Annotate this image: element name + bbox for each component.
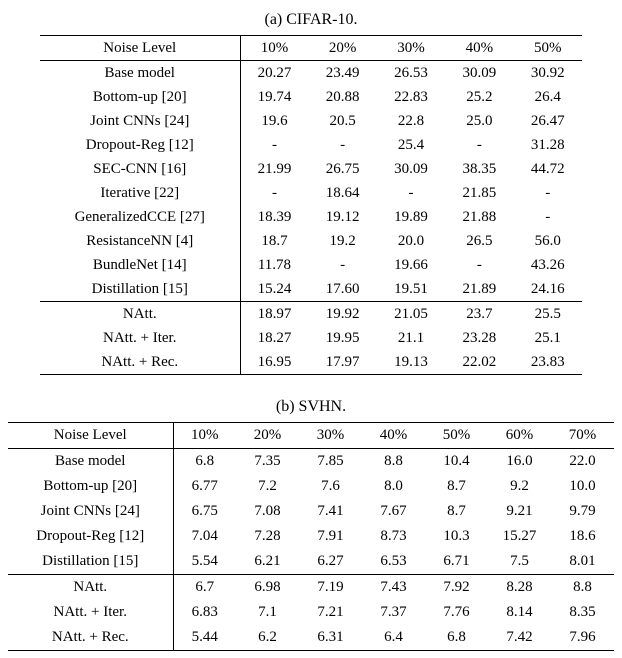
cell-value: 8.7 <box>447 503 466 519</box>
cell-value: 18.27 <box>257 330 292 346</box>
cell-value: 25.2 <box>466 89 493 105</box>
row-label: Bottom-up [20] <box>8 474 173 499</box>
cell-value: 19.2 <box>329 233 356 249</box>
column-header-noise-pct: 30% <box>397 40 425 56</box>
table-head <box>40 36 582 61</box>
row-label: NAtt. + Rec. <box>8 625 173 651</box>
table-row <box>40 277 582 302</box>
cell-value: 43.26 <box>530 257 565 273</box>
results-table-svhn <box>8 422 614 651</box>
cell-value: 7.85 <box>317 453 344 469</box>
row-label: Joint CNNs [24] <box>8 499 173 524</box>
header-row <box>8 423 614 449</box>
cell-value: 26.5 <box>466 233 493 249</box>
cell-value: 8.7 <box>447 478 466 494</box>
row-label: NAtt. + Iter. <box>40 326 240 350</box>
table-row <box>8 549 614 575</box>
table-row <box>40 133 582 157</box>
cell-value: 23.83 <box>530 354 565 370</box>
cell-value: 19.92 <box>325 306 360 322</box>
cell-value: 21.05 <box>394 306 428 322</box>
table-row <box>8 575 614 601</box>
row-label: BundleNet [14] <box>40 253 240 277</box>
results-table-cifar10 <box>40 35 582 375</box>
cell-value: 6.8 <box>447 629 466 645</box>
cell-value: 6.7 <box>195 579 215 595</box>
cell-value: 5.44 <box>191 629 218 645</box>
table-row <box>40 157 582 181</box>
cell-value: 22.8 <box>397 113 425 129</box>
cell-value: 30.09 <box>394 161 428 177</box>
cell-value: 7.5 <box>510 553 529 569</box>
table-head <box>8 423 614 449</box>
cell-value: 19.74 <box>257 89 292 105</box>
cell-value: 17.60 <box>325 281 360 297</box>
cell-value: 24.16 <box>530 281 565 297</box>
cell-value: - <box>340 257 346 273</box>
cell-value: 7.21 <box>317 604 344 620</box>
cell-value: 18.64 <box>325 185 360 201</box>
row-label: Dropout-Reg [12] <box>40 133 240 157</box>
table-body-baselines <box>8 449 614 575</box>
table-caption-cifar10: (a) CIFAR-10. <box>264 11 358 28</box>
cell-value: 6.8 <box>195 453 215 469</box>
table-row <box>40 61 582 86</box>
column-header-noise-level: Noise Level <box>8 423 173 449</box>
table-row <box>40 253 582 277</box>
table-row <box>8 499 614 524</box>
cell-value: 22.02 <box>462 354 497 370</box>
table-row <box>40 85 582 109</box>
table-caption-svhn: (b) SVHN. <box>275 398 347 415</box>
cell-value: 23.28 <box>462 330 497 346</box>
cell-value: 6.75 <box>191 503 218 519</box>
cell-value: 22.83 <box>394 89 428 105</box>
cell-value: 26.47 <box>530 113 565 129</box>
cell-value: 7.37 <box>380 604 407 620</box>
row-label: Distillation [15] <box>40 277 240 302</box>
table-row <box>40 350 582 375</box>
cell-value: - <box>476 137 482 153</box>
cell-value: 7.92 <box>443 579 470 595</box>
table-body-proposed-methods <box>40 302 582 375</box>
cell-value: 7.67 <box>380 503 407 519</box>
row-label: Joint CNNs [24] <box>40 109 240 133</box>
table-row <box>8 625 614 651</box>
cell-value: 7.28 <box>254 528 281 544</box>
cell-value: - <box>408 185 414 201</box>
header-row <box>40 36 582 61</box>
column-header-noise-pct: 10% <box>191 427 219 443</box>
cell-value: - <box>340 137 346 153</box>
cell-value: 7.91 <box>317 528 344 544</box>
cell-value: 7.96 <box>569 629 596 645</box>
row-label: Base model <box>8 449 173 475</box>
table-row <box>40 181 582 205</box>
column-header-noise-pct: 40% <box>379 427 408 443</box>
column-header-noise-pct: 60% <box>505 427 534 443</box>
cell-value: 8.28 <box>506 579 533 595</box>
row-label: Distillation [15] <box>8 549 173 575</box>
cell-value: - <box>545 185 551 201</box>
cell-value: 7.42 <box>506 629 533 645</box>
cell-value: 5.54 <box>191 553 218 569</box>
column-header-noise-pct: 10% <box>260 40 289 56</box>
cell-value: 10.3 <box>443 528 470 544</box>
row-label: GeneralizedCCE [27] <box>40 205 240 229</box>
cell-value: 7.6 <box>321 478 340 494</box>
row-label: NAtt. <box>8 575 173 601</box>
cell-value: 19.66 <box>394 257 428 273</box>
cell-value: 6.27 <box>317 553 344 569</box>
cell-value: 8.8 <box>573 579 592 595</box>
table-row <box>40 326 582 350</box>
cell-value: 9.79 <box>569 503 596 519</box>
cell-value: 44.72 <box>530 161 565 177</box>
cell-value: 6.4 <box>384 629 403 645</box>
cell-value: 7.04 <box>191 528 218 544</box>
cell-value: 8.73 <box>380 528 407 544</box>
cell-value: 21.89 <box>462 281 497 297</box>
cell-value: 8.01 <box>569 553 596 569</box>
cell-value: 6.31 <box>317 629 344 645</box>
cell-value: 56.0 <box>534 233 561 249</box>
cell-value: 21.99 <box>257 161 292 177</box>
cell-value: 7.2 <box>258 478 277 494</box>
cell-value: 19.6 <box>261 113 288 129</box>
cell-value: 11.78 <box>257 257 292 273</box>
cell-value: 19.13 <box>394 354 428 370</box>
row-label: NAtt. + Rec. <box>40 350 240 375</box>
cell-value: 6.83 <box>191 604 218 620</box>
cell-value: 7.35 <box>254 453 281 469</box>
cell-value: 20.5 <box>329 113 356 129</box>
cell-value: 17.97 <box>325 354 360 370</box>
cell-value: 6.77 <box>191 478 218 494</box>
cell-value: 7.1 <box>258 604 277 620</box>
cell-value: 16.95 <box>257 354 292 370</box>
cell-value: 19.51 <box>394 281 428 297</box>
cell-value: 8.8 <box>384 453 403 469</box>
cell-value: - <box>476 257 482 273</box>
column-header-noise-pct: 20% <box>328 40 357 56</box>
cell-value: 20.88 <box>325 89 360 105</box>
table-row <box>40 205 582 229</box>
cell-value: - <box>271 185 277 201</box>
cell-value: 18.7 <box>261 233 288 249</box>
cell-value: 18.6 <box>569 528 596 544</box>
cell-value: 22.0 <box>569 453 596 469</box>
cell-value: 26.75 <box>325 161 360 177</box>
cell-value: 30.92 <box>530 65 565 81</box>
cell-value: 19.89 <box>394 209 428 225</box>
cell-value: 31.28 <box>530 137 565 153</box>
cell-value: 7.41 <box>317 503 344 519</box>
cell-value: 18.97 <box>257 306 292 322</box>
column-header-noise-level: Noise Level <box>40 36 240 61</box>
cell-value: 9.2 <box>510 478 529 494</box>
cell-value: 15.24 <box>257 281 292 297</box>
cell-value: 8.0 <box>384 478 403 494</box>
row-label: Iterative [22] <box>40 181 240 205</box>
cell-value: 8.35 <box>569 604 596 620</box>
table-row <box>8 600 614 625</box>
cell-value: 25.4 <box>397 137 425 153</box>
column-header-noise-pct: 20% <box>253 427 282 443</box>
cell-value: 20.0 <box>397 233 425 249</box>
table-body-baselines <box>40 61 582 302</box>
cell-value: 30.09 <box>462 65 497 81</box>
cell-value: 25.1 <box>534 330 561 346</box>
table-body-proposed-methods <box>8 575 614 651</box>
cell-value: 23.7 <box>466 306 493 322</box>
row-label: NAtt. + Iter. <box>8 600 173 625</box>
cell-value: 25.0 <box>466 113 493 129</box>
cell-value: 20.27 <box>257 65 292 81</box>
row-label: ResistanceNN [4] <box>40 229 240 253</box>
cell-value: 19.12 <box>325 209 360 225</box>
column-header-noise-pct: 50% <box>534 40 562 56</box>
column-header-noise-pct: 30% <box>316 427 345 443</box>
table-row <box>40 109 582 133</box>
cell-value: 26.53 <box>394 65 428 81</box>
cell-value: 21.1 <box>397 330 425 346</box>
cell-value: 25.5 <box>534 306 561 322</box>
cell-value: - <box>545 209 551 225</box>
cell-value: 9.21 <box>506 503 533 519</box>
cell-value: 10.4 <box>443 453 470 469</box>
cell-value: 6.71 <box>443 553 470 569</box>
cell-value: 38.35 <box>462 161 497 177</box>
cell-value: 16.0 <box>506 453 533 469</box>
cell-value: - <box>271 137 277 153</box>
cell-value: 18.39 <box>257 209 292 225</box>
cell-value: 19.95 <box>325 330 360 346</box>
column-header-noise-pct: 50% <box>442 427 471 443</box>
cell-value: 6.21 <box>254 553 281 569</box>
row-label: Bottom-up [20] <box>40 85 240 109</box>
row-label: NAtt. <box>40 302 240 327</box>
cell-value: 8.14 <box>506 604 533 620</box>
table-row <box>40 229 582 253</box>
table-row <box>40 302 582 327</box>
cell-value: 7.08 <box>254 503 281 519</box>
row-label: Dropout-Reg [12] <box>8 524 173 549</box>
table-row <box>8 524 614 549</box>
table-row <box>8 474 614 499</box>
table-block-cifar10 <box>0 10 622 375</box>
column-header-noise-pct: 70% <box>568 427 597 443</box>
cell-value: 15.27 <box>502 528 537 544</box>
cell-value: 26.4 <box>534 89 561 105</box>
table-block-svhn <box>0 397 622 651</box>
cell-value: 10.0 <box>569 478 596 494</box>
cell-value: 6.2 <box>258 629 277 645</box>
cell-value: 21.88 <box>462 209 497 225</box>
cell-value: 23.49 <box>325 65 360 81</box>
column-header-noise-pct: 40% <box>465 40 494 56</box>
cell-value: 7.19 <box>317 579 344 595</box>
cell-value: 6.98 <box>254 579 281 595</box>
row-label: Base model <box>40 61 240 86</box>
cell-value: 6.53 <box>380 553 407 569</box>
cell-value: 7.43 <box>380 579 407 595</box>
cell-value: 7.76 <box>443 604 470 620</box>
cell-value: 21.85 <box>462 185 497 201</box>
table-row <box>8 449 614 475</box>
row-label: SEC-CNN [16] <box>40 157 240 181</box>
